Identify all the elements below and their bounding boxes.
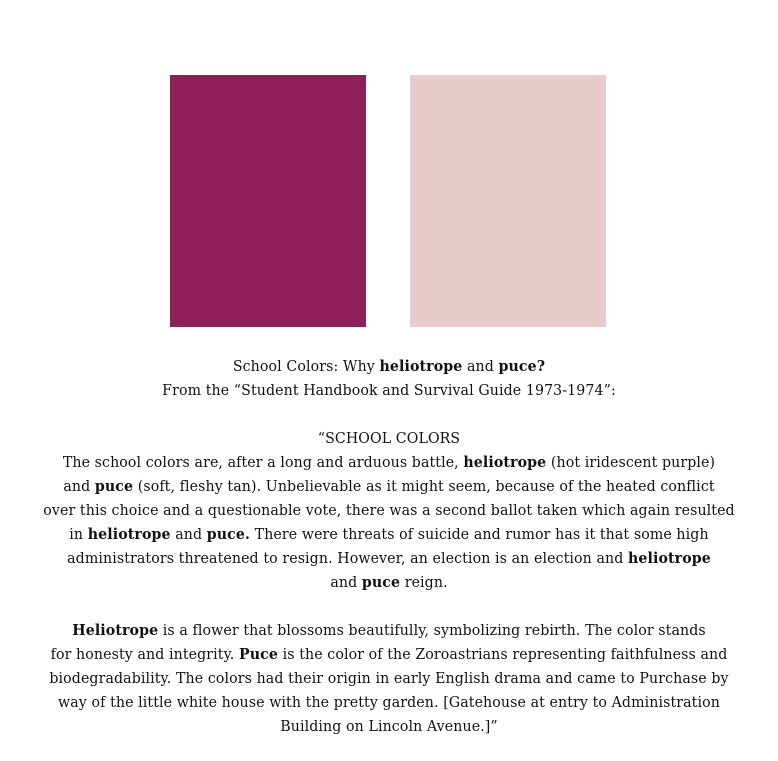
paragraph-1-line: and puce reign. xyxy=(330,574,448,591)
heliotrope-color-swatch xyxy=(170,75,366,327)
paragraph-2-line: for honesty and integrity. Puce is the color of the Zoroastrians representing faithfulness and xyxy=(50,646,728,663)
heading-line-2: From the “Student Handbook and Survival Guide 1973-1974”: xyxy=(162,383,616,399)
paragraph-1 xyxy=(0,451,778,595)
paragraph-1-line: over this choice and a questionable vote, there was a second ballot taken which again resulted xyxy=(43,503,735,519)
puce-word: puce? xyxy=(498,358,546,375)
paragraph-1-line: administrators threatened to resign. However, an election is an election and heliotrope xyxy=(67,550,711,567)
paragraph-1-line: in heliotrope and puce. There were threats of suicide and rumor has it that some high xyxy=(69,526,709,543)
heading-line-1: School Colors: Why heliotrope and puce? xyxy=(232,358,546,375)
heading xyxy=(0,355,778,403)
paragraph-1-line: The school colors are, after a long and arduous battle, heliotrope (hot iridescent purple) xyxy=(62,454,716,471)
paragraph-2-line: Heliotrope is a flower that blossoms beautifully, symbolizing rebirth. The color stands xyxy=(72,622,706,639)
paragraph-2 xyxy=(0,619,778,739)
puce-color-swatch xyxy=(410,75,606,327)
heliotrope-word: heliotrope xyxy=(379,358,463,375)
paragraph-2-line: biodegradability. The colors had their origin in early English drama and came to Purchase by xyxy=(49,671,729,687)
paragraph-2-line: Building on Lincoln Avenue.]” xyxy=(280,719,498,735)
quote-title: “SCHOOL COLORS xyxy=(317,431,461,447)
paragraph-1-line: and puce (soft, fleshy tan). Unbelievable as it might seem, because of the heated conflict xyxy=(63,478,715,495)
paragraph-2-line: way of the little white house with the pretty garden. [Gatehouse at entry to Administration xyxy=(58,695,720,711)
